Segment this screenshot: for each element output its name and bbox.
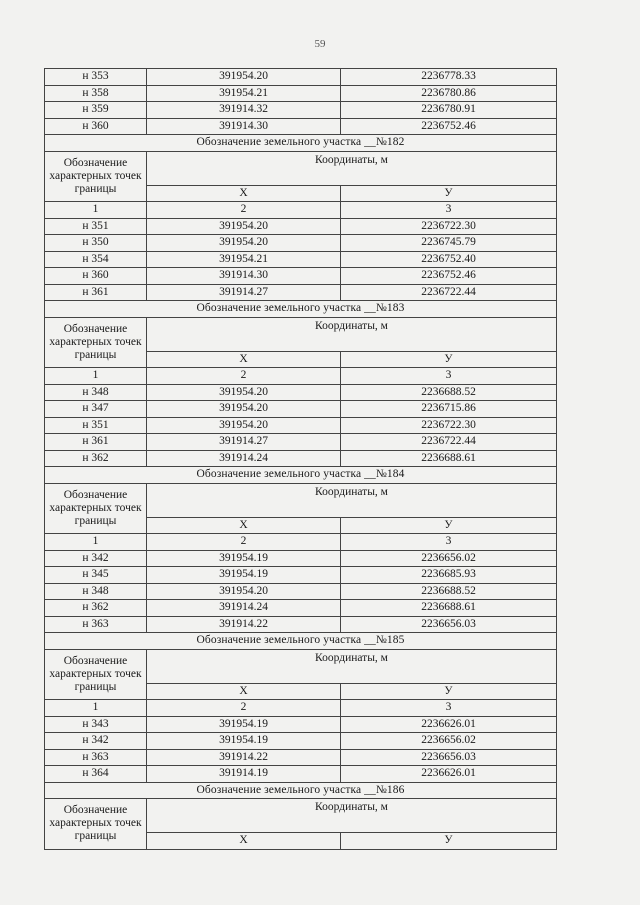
y-header: У — [341, 517, 557, 534]
x-cell: 391954.21 — [147, 251, 341, 268]
table-row — [45, 235, 557, 252]
table-row — [45, 434, 557, 451]
point-cell: н 353 — [45, 69, 147, 86]
point-cell: н 359 — [45, 102, 147, 119]
y-cell: 2236656.02 — [341, 733, 557, 750]
designation-header: Обозначение характерных точек границы — [45, 151, 147, 202]
parcel-title-row — [45, 782, 557, 799]
index-cell: 3 — [341, 700, 557, 717]
y-cell: 2236715.86 — [341, 401, 557, 418]
parcel-title: Обозначение земельного участка __№182 — [45, 135, 557, 152]
x-cell: 391954.19 — [147, 716, 341, 733]
x-cell: 391954.20 — [147, 583, 341, 600]
header-row — [45, 483, 557, 517]
table-row — [45, 716, 557, 733]
y-cell: 2236656.03 — [341, 616, 557, 633]
parcel-title: Обозначение земельного участка __№186 — [45, 782, 557, 799]
point-cell: н 362 — [45, 600, 147, 617]
y-header: У — [341, 351, 557, 368]
x-cell: 391954.20 — [147, 417, 341, 434]
table-row — [45, 749, 557, 766]
point-cell: н 342 — [45, 550, 147, 567]
table-row — [45, 118, 557, 135]
point-cell: н 364 — [45, 766, 147, 783]
y-cell: 2236656.03 — [341, 749, 557, 766]
table-row — [45, 766, 557, 783]
x-cell: 391954.19 — [147, 567, 341, 584]
y-cell: 2236688.52 — [341, 583, 557, 600]
y-cell: 2236685.93 — [341, 567, 557, 584]
coordinates-table-wrap — [44, 68, 556, 850]
table-row — [45, 550, 557, 567]
y-cell: 2236626.01 — [341, 716, 557, 733]
page-number: 59 — [314, 38, 326, 50]
coordinates-header: Координаты, м — [147, 649, 557, 683]
y-cell: 2236688.61 — [341, 600, 557, 617]
point-cell: н 361 — [45, 284, 147, 301]
index-cell: 3 — [341, 534, 557, 551]
table-row — [45, 69, 557, 86]
table-row — [45, 417, 557, 434]
y-cell: 2236722.30 — [341, 218, 557, 235]
header-row — [45, 799, 557, 833]
point-cell: н 351 — [45, 218, 147, 235]
point-cell: н 351 — [45, 417, 147, 434]
x-cell: 391954.20 — [147, 384, 341, 401]
parcel-title: Обозначение земельного участка __№183 — [45, 301, 557, 318]
x-cell: 391954.19 — [147, 733, 341, 750]
table-row — [45, 401, 557, 418]
x-cell: 391914.27 — [147, 434, 341, 451]
point-cell: н 348 — [45, 583, 147, 600]
point-cell: н 362 — [45, 450, 147, 467]
point-cell: н 358 — [45, 85, 147, 102]
table-row — [45, 384, 557, 401]
y-cell: 2236722.44 — [341, 284, 557, 301]
y-cell: 2236745.79 — [341, 235, 557, 252]
point-cell: н 363 — [45, 749, 147, 766]
index-cell: 3 — [341, 202, 557, 219]
index-cell: 2 — [147, 700, 341, 717]
table-row — [45, 567, 557, 584]
point-cell: н 363 — [45, 616, 147, 633]
y-header: У — [341, 833, 557, 850]
table-row — [45, 102, 557, 119]
point-cell: н 360 — [45, 118, 147, 135]
x-header: Х — [147, 185, 341, 202]
table-row — [45, 251, 557, 268]
coordinates-header: Координаты, м — [147, 317, 557, 351]
point-cell: н 354 — [45, 251, 147, 268]
x-cell: 391914.30 — [147, 118, 341, 135]
header-row — [45, 649, 557, 683]
y-cell: 2236752.46 — [341, 268, 557, 285]
parcel-title-row — [45, 135, 557, 152]
x-cell: 391954.20 — [147, 218, 341, 235]
point-cell: н 347 — [45, 401, 147, 418]
table-row — [45, 616, 557, 633]
index-cell: 1 — [45, 368, 147, 385]
x-cell: 391954.21 — [147, 85, 341, 102]
index-row — [45, 700, 557, 717]
y-cell: 2236688.61 — [341, 450, 557, 467]
x-cell: 391954.20 — [147, 235, 341, 252]
x-header: Х — [147, 351, 341, 368]
y-header: У — [341, 185, 557, 202]
coordinates-header: Координаты, м — [147, 151, 557, 185]
x-cell: 391914.30 — [147, 268, 341, 285]
y-cell: 2236688.52 — [341, 384, 557, 401]
table-row — [45, 85, 557, 102]
point-cell: н 342 — [45, 733, 147, 750]
x-cell: 391914.22 — [147, 749, 341, 766]
x-cell: 391914.27 — [147, 284, 341, 301]
coordinates-header: Координаты, м — [147, 483, 557, 517]
y-cell: 2236780.91 — [341, 102, 557, 119]
table-row — [45, 268, 557, 285]
x-header: Х — [147, 517, 341, 534]
index-cell: 1 — [45, 202, 147, 219]
index-cell: 2 — [147, 202, 341, 219]
header-row — [45, 151, 557, 185]
y-cell: 2236722.44 — [341, 434, 557, 451]
point-cell: н 348 — [45, 384, 147, 401]
coordinates-table-body — [45, 69, 557, 850]
y-cell: 2236722.30 — [341, 417, 557, 434]
y-cell: 2236752.40 — [341, 251, 557, 268]
index-cell: 2 — [147, 534, 341, 551]
parcel-title: Обозначение земельного участка __№185 — [45, 633, 557, 650]
index-row — [45, 202, 557, 219]
parcel-title-row — [45, 301, 557, 318]
index-row — [45, 534, 557, 551]
table-row — [45, 284, 557, 301]
designation-header: Обозначение характерных точек границы — [45, 649, 147, 700]
designation-header: Обозначение характерных точек границы — [45, 799, 147, 850]
table-row — [45, 450, 557, 467]
x-cell: 391954.20 — [147, 401, 341, 418]
y-cell: 2236656.02 — [341, 550, 557, 567]
index-cell: 1 — [45, 534, 147, 551]
x-header: Х — [147, 683, 341, 700]
index-cell: 3 — [341, 368, 557, 385]
y-cell: 2236626.01 — [341, 766, 557, 783]
x-cell: 391914.22 — [147, 616, 341, 633]
coordinates-table — [44, 68, 557, 850]
parcel-title-row — [45, 633, 557, 650]
header-row — [45, 317, 557, 351]
y-cell: 2236778.33 — [341, 69, 557, 86]
point-cell: н 361 — [45, 434, 147, 451]
designation-header: Обозначение характерных точек границы — [45, 483, 147, 534]
point-cell: н 360 — [45, 268, 147, 285]
y-header: У — [341, 683, 557, 700]
table-row — [45, 583, 557, 600]
y-cell: 2236780.86 — [341, 85, 557, 102]
x-cell: 391914.24 — [147, 600, 341, 617]
x-cell: 391954.19 — [147, 550, 341, 567]
index-cell: 2 — [147, 368, 341, 385]
table-row — [45, 733, 557, 750]
parcel-title: Обозначение земельного участка __№184 — [45, 467, 557, 484]
point-cell: н 345 — [45, 567, 147, 584]
designation-header: Обозначение характерных точек границы — [45, 317, 147, 368]
parcel-title-row — [45, 467, 557, 484]
index-row — [45, 368, 557, 385]
table-row — [45, 600, 557, 617]
x-cell: 391914.32 — [147, 102, 341, 119]
x-cell: 391914.24 — [147, 450, 341, 467]
point-cell: н 343 — [45, 716, 147, 733]
table-row — [45, 218, 557, 235]
x-cell: 391954.20 — [147, 69, 341, 86]
coordinates-header: Координаты, м — [147, 799, 557, 833]
index-cell: 1 — [45, 700, 147, 717]
x-header: Х — [147, 833, 341, 850]
y-cell: 2236752.46 — [341, 118, 557, 135]
x-cell: 391914.19 — [147, 766, 341, 783]
point-cell: н 350 — [45, 235, 147, 252]
